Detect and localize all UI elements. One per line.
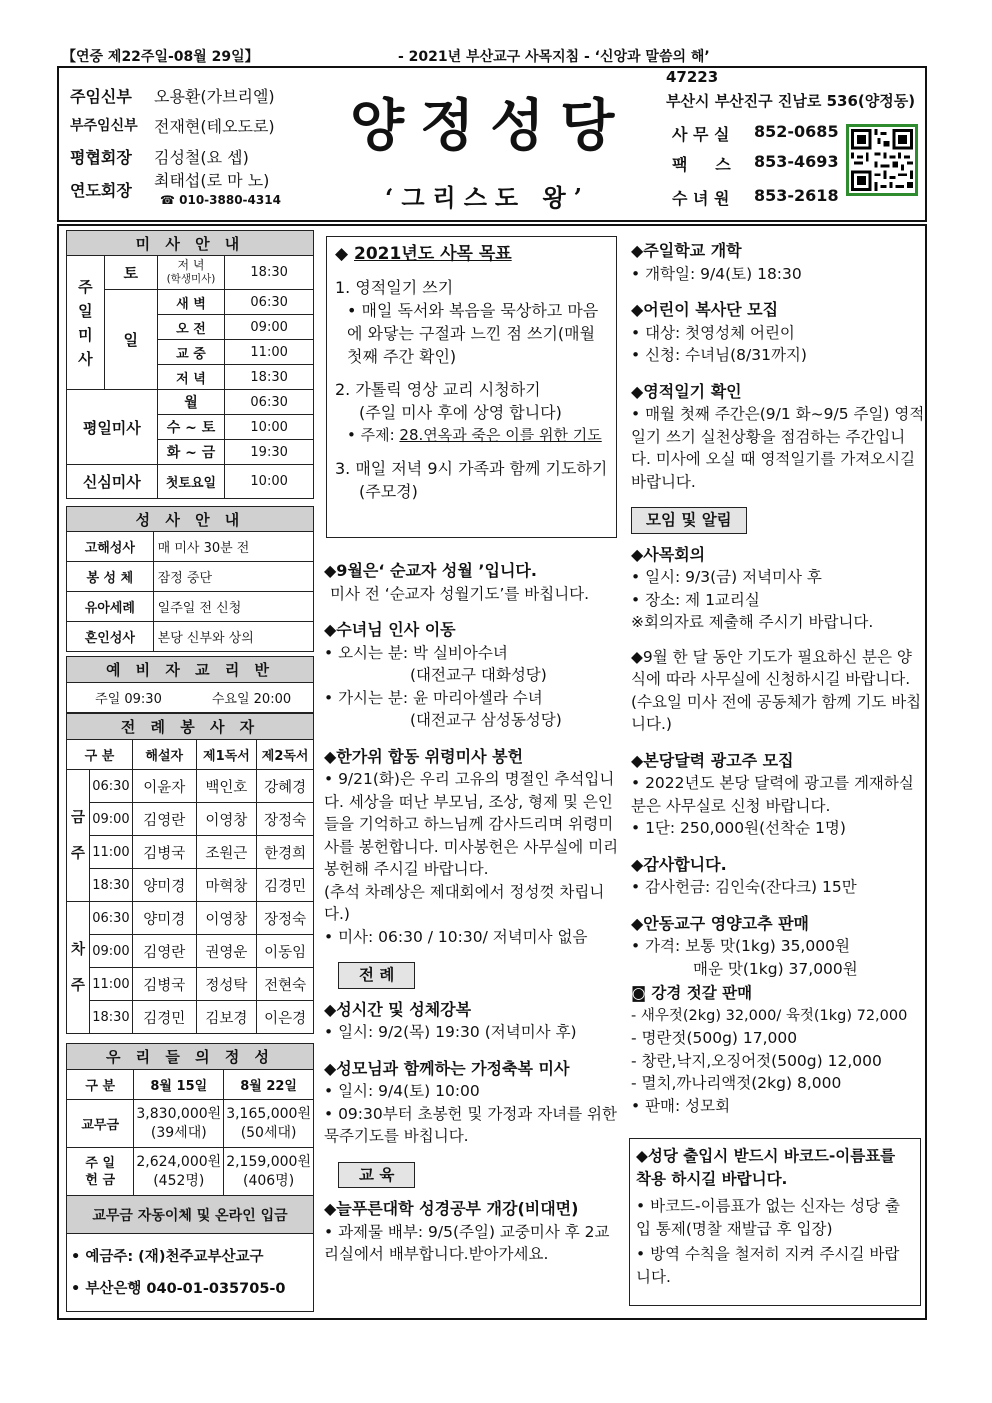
server-reader1: 마혁창 bbox=[196, 869, 257, 902]
sunday-school-body: • 개학일: 9/4(토) 18:30 bbox=[631, 264, 802, 283]
liturgy-tag: 전 례 bbox=[338, 962, 415, 989]
education-tag: 교 육 bbox=[338, 1162, 415, 1189]
sacrament-name: 봉 성 체 bbox=[67, 562, 154, 592]
goal-1: 1. 영적일기 쓰기 bbox=[335, 278, 454, 297]
address: 부산시 부산진구 진남로 536(양정동) bbox=[666, 92, 916, 110]
staff-name-2: 전재현(테오도로) bbox=[154, 117, 275, 136]
family-title: ◆성모님과 함께하는 가정축복 미사 bbox=[324, 1058, 570, 1078]
council-title: ◆사목회의 bbox=[631, 544, 706, 564]
server-reader2: 장정숙 bbox=[257, 803, 314, 836]
parish-title: 양정성당 bbox=[350, 93, 631, 159]
staff-name-4: 최태섭(로 마 노) bbox=[154, 171, 270, 190]
offering-count: (39세대) bbox=[150, 1124, 207, 1141]
sunday-school-title: ◆주일학교 개학 bbox=[631, 241, 742, 260]
server-reader2: 이은경 bbox=[257, 1001, 314, 1034]
calendar-body: • 2022년도 본당 달력에 광고를 게재하실 분은 사무실로 신청 바랍니다. bbox=[631, 774, 914, 815]
calendar-price: • 1단: 250,000원(선착순 1명) bbox=[631, 819, 846, 837]
staff-name-3: 김성철(요 셉) bbox=[154, 148, 249, 167]
offering-amount: 3,830,000원 bbox=[136, 1105, 222, 1122]
notice-item-1: • 바코드-이름표가 없는 신자는 성당 출입 통제(명찰 재발급 후 입장) bbox=[636, 1197, 900, 1238]
servers-header: 해설자 bbox=[132, 740, 196, 770]
nuns-out-sub: (대전교구 삼성동성당) bbox=[410, 711, 562, 729]
staff-role-1: 주임신부 bbox=[70, 87, 132, 106]
sacrament-name: 고해성사 bbox=[67, 532, 154, 562]
adoration-title: ◆성시간 및 성체강복 bbox=[324, 999, 472, 1019]
postcode: 47223 bbox=[666, 68, 719, 86]
catechumen-title: 예 비 자 교 리 반 bbox=[67, 657, 314, 683]
goal-2-body: (주일 미사 후에 상영 합니다) bbox=[359, 403, 562, 422]
nuns-out: • 가시는 분: 윤 마리아셀라 수녀 bbox=[324, 688, 543, 707]
contact-number-convent: 853-2618 bbox=[754, 186, 839, 205]
server-commentator: 김경민 bbox=[132, 1001, 196, 1034]
offerings-header: 구 분 bbox=[67, 1070, 134, 1100]
server-reader1: 정성탁 bbox=[196, 968, 257, 1001]
nuns-title: ◆수녀님 인사 이동 bbox=[324, 620, 456, 639]
pastoral-motto: - 2021년 부산교구 사목지침 - ‘신앙과 말씀의 해’ bbox=[398, 49, 710, 65]
council-date: • 일시: 9/3(금) 저녁미사 후 bbox=[631, 568, 822, 586]
group-label-this-week: 금 주 bbox=[67, 770, 90, 902]
diary-title: ◆영적일기 확인 bbox=[631, 381, 742, 401]
weekday-row-time: 06:30 bbox=[225, 390, 314, 415]
servers-title: 전 례 봉 사 자 bbox=[67, 714, 314, 740]
staff-role-2: 부주임신부 bbox=[70, 118, 138, 134]
staff-role-3: 평협회장 bbox=[70, 148, 132, 167]
offering-amount: 2,159,000원 bbox=[226, 1153, 311, 1170]
pepper-price-2: 매운 맛(1kg) 37,000원 bbox=[693, 959, 858, 978]
chuseok-title: ◆한가위 합동 위령미사 봉헌 bbox=[324, 746, 524, 766]
goal-1-body: • 매일 독서와 복음을 묵상하고 마음에 와닿는 구절과 느낀 점 쓰기(매월 첫째 주간 확인) bbox=[347, 301, 599, 366]
sun-row-time: 06:30 bbox=[225, 290, 314, 315]
sacrament-desc: 매 미사 30분 전 bbox=[153, 532, 313, 562]
server-time: 09:00 bbox=[89, 803, 132, 836]
weekday-mass-label: 평일미사 bbox=[67, 390, 158, 465]
server-reader1: 조원근 bbox=[196, 836, 257, 869]
contact-number-office: 852-0685 bbox=[754, 122, 839, 141]
prayer-request: ◆9월 한 달 동안 기도가 필요하신 분은 양식에 따라 사무실에 신청하시길 바랍니다.(수요일 미사 전에 공동체가 함께 기도 바칩니다.) bbox=[631, 647, 922, 733]
parish-subtitle: ‘그리스도 왕’ bbox=[385, 183, 590, 212]
sacrament-desc: 본당 신부와 상의 bbox=[153, 622, 313, 652]
adoration-body: • 일시: 9/2(목) 19:30 (저녁미사 후) bbox=[324, 1023, 577, 1041]
server-reader2: 장정숙 bbox=[257, 902, 314, 935]
meetings-tag: 모임 및 알림 bbox=[631, 507, 747, 534]
weekday-row-day: 월 bbox=[157, 390, 225, 415]
server-commentator: 양미경 bbox=[132, 902, 196, 935]
server-reader2: 강혜경 bbox=[257, 770, 314, 803]
diary-body: • 매월 첫째 주간은(9/1 화~9/5 주일) 영적일기 쓰기 실천상황을 점검하는 주간입니다. 미사에 오실 때 영적일기를 가져오시길 바랍니다. bbox=[631, 405, 925, 491]
jeotgal-item: - 명란젓(500g) 17,000 bbox=[631, 1029, 798, 1047]
server-commentator: 김영란 bbox=[132, 935, 196, 968]
council-place: • 장소: 제 1교리실 bbox=[631, 590, 760, 609]
sacrament-name: 유아세례 bbox=[67, 592, 154, 622]
server-time: 18:30 bbox=[89, 1001, 132, 1034]
family-date: • 일시: 9/4(토) 10:00 bbox=[324, 1082, 480, 1100]
server-reader1: 백인호 bbox=[196, 770, 257, 803]
catechumen-sunday: 주일 09:30 bbox=[67, 683, 191, 713]
account-bank: • 부산은행 040-01-035705-0 bbox=[71, 1280, 286, 1297]
thanks-body: • 감사헌금: 김인숙(잔다크) 15만 bbox=[631, 878, 857, 896]
heart-mass-time: 10:00 bbox=[225, 465, 314, 499]
goal-2-topic: 28.연옥과 죽은 이를 위한 기도 bbox=[399, 426, 602, 444]
weekday-row-time: 19:30 bbox=[225, 440, 314, 465]
nuns-in: • 오시는 분: 박 실비아수녀 bbox=[324, 643, 508, 662]
offering-name: 주 일 헌 금 bbox=[67, 1148, 134, 1196]
pepper-title: ◆안동교구 영양고추 판매 bbox=[631, 913, 810, 933]
sat-label: 토 bbox=[104, 256, 157, 290]
server-reader2: 한경희 bbox=[257, 836, 314, 869]
servers-header: 제1독서 bbox=[196, 740, 257, 770]
contact-label-convent: 수 녀 원 bbox=[672, 189, 730, 208]
server-time: 09:00 bbox=[89, 935, 132, 968]
sun-row-name: 새 벽 bbox=[157, 290, 225, 315]
offering-count: (452명) bbox=[153, 1172, 205, 1189]
chuseok-note: (추석 차례상은 제대회에서 정성껏 차립니다.) bbox=[324, 882, 605, 923]
heart-mass-day: 첫토요일 bbox=[157, 465, 225, 499]
sat-name: 저 녁 bbox=[177, 258, 205, 272]
offering-count: (50세대) bbox=[240, 1124, 297, 1141]
altar-servers-apply: • 신청: 수녀님(8/31까지) bbox=[631, 346, 807, 364]
staff-name-1: 오용환(가브리엘) bbox=[154, 87, 275, 106]
catechumen-table bbox=[66, 656, 314, 713]
offerings-table bbox=[66, 1043, 314, 1312]
sun-row-time: 11:00 bbox=[225, 340, 314, 365]
server-commentator: 김영란 bbox=[132, 803, 196, 836]
catechumen-wednesday: 수요일 20:00 bbox=[190, 683, 314, 713]
yeondo-phone: ☎ 010-3880-4314 bbox=[160, 193, 281, 207]
server-time: 11:00 bbox=[89, 968, 132, 1001]
server-reader2: 김경민 bbox=[257, 869, 314, 902]
sun-row-time: 09:00 bbox=[225, 315, 314, 340]
entry-notice-box bbox=[629, 1138, 921, 1306]
jeotgal-item: - 창란,낙지,오징어젓(500g) 12,000 bbox=[631, 1051, 882, 1070]
sun-row-name: 오 전 bbox=[157, 315, 225, 340]
goal-2: 2. 가톨릭 영상 교리 시청하기 bbox=[335, 380, 541, 399]
sat-time: 18:30 bbox=[225, 256, 314, 290]
weekday-row-time: 10:00 bbox=[225, 415, 314, 440]
mass-table bbox=[66, 230, 314, 499]
offering-name: 교무금 bbox=[67, 1100, 134, 1148]
server-time: 18:30 bbox=[89, 869, 132, 902]
notice-title: ◆성당 출입시 받드시 바코드-이름표를 착용 하시길 바랍니다. bbox=[636, 1147, 896, 1188]
server-reader1: 이영창 bbox=[196, 902, 257, 935]
server-time: 06:30 bbox=[89, 902, 132, 935]
server-time: 11:00 bbox=[89, 836, 132, 869]
altar-servers-target: • 대상: 첫영성체 어린이 bbox=[631, 323, 795, 342]
middle-column bbox=[324, 546, 620, 1266]
sun-row-time: 18:30 bbox=[225, 365, 314, 390]
staff-role-4: 연도회장 bbox=[70, 181, 132, 200]
offering-amount: 3,165,000원 bbox=[226, 1105, 311, 1122]
altar-servers-title: ◆어린이 복사단 모집 bbox=[631, 300, 779, 319]
server-time: 06:30 bbox=[89, 770, 132, 803]
servers-header: 제2독서 bbox=[257, 740, 314, 770]
bible-title: ◆늘푸른대학 성경공부 개강(비대면) bbox=[324, 1199, 579, 1218]
sacrament-name: 혼인성사 bbox=[67, 622, 154, 652]
jeotgal-title: ◙ 강경 젓갈 판매 bbox=[631, 984, 753, 1002]
contact-label-office: 사 무 실 bbox=[672, 125, 730, 144]
thanks-title: ◆감사합니다. bbox=[631, 854, 727, 874]
bible-body: • 과제물 배부: 9/5(주일) 교중미사 후 2교리실에서 배부합니다.받아가세요. bbox=[324, 1222, 610, 1263]
jeotgal-item: - 멸치,까나리액젓(2kg) 8,000 bbox=[631, 1074, 842, 1092]
nuns-in-sub: (대전교구 대화성당) bbox=[410, 666, 547, 684]
sun-row-name: 저 녁 bbox=[157, 365, 225, 390]
calendar-title: ◆본당달력 광고주 모집 bbox=[631, 750, 794, 770]
issue-label: 【연중 제22주일-08월 29일】 bbox=[62, 49, 259, 65]
servers-header: 구 분 bbox=[67, 740, 133, 770]
server-commentator: 김병국 bbox=[132, 836, 196, 869]
qr-code-icon[interactable] bbox=[846, 124, 918, 196]
account-holder: • 예금주: (재)천주교부산교구 bbox=[71, 1248, 264, 1265]
family-body: • 09:30부터 초봉헌 및 가정과 자녀를 위한 묵주기도를 바칩니다. bbox=[324, 1104, 617, 1145]
offering-count: (406명) bbox=[243, 1172, 295, 1189]
sunday-mass-label: 주 일 미 사 bbox=[67, 256, 105, 390]
offerings-title: 우 리 들 의 정 성 bbox=[67, 1044, 314, 1070]
server-reader1: 김보경 bbox=[196, 1001, 257, 1034]
sat-sub: (학생미사) bbox=[166, 273, 216, 285]
council-note: ※회의자료 제출해 주시기 바랍니다. bbox=[631, 613, 874, 631]
weekday-row-day: 화 ~ 금 bbox=[157, 440, 225, 465]
server-commentator: 김병국 bbox=[132, 968, 196, 1001]
contact-label-fax: 팩 스 bbox=[672, 155, 731, 174]
server-reader2: 전현숙 bbox=[257, 968, 314, 1001]
goals-title: 2021년도 사목 목표 bbox=[354, 244, 512, 264]
martyrs-body: 미사 전 ‘순교자 성월기도’를 바칩니다. bbox=[330, 584, 590, 603]
offerings-header: 8월 15일 bbox=[134, 1070, 224, 1100]
server-commentator: 양미경 bbox=[132, 869, 196, 902]
sacrament-desc: 잠정 중단 bbox=[153, 562, 313, 592]
martyrs-title: ◆9월은‘ 순교자 성월 ’입니다. bbox=[324, 561, 537, 580]
servers-table bbox=[66, 713, 314, 1034]
sun-label: 일 bbox=[104, 290, 157, 390]
sacrament-desc: 일주일 전 신청 bbox=[153, 592, 313, 622]
right-column bbox=[631, 228, 925, 1117]
offering-amount: 2,624,000원 bbox=[136, 1153, 222, 1170]
pastoral-goals-box: ◆ 2021년도 사목 목표 1. 영적일기 쓰기 • 매일 독서와 복음을 묵상하고 마음에 와닿는 구절과 느낀 점 쓰기(매월 첫째 주간 확인) 2. 가톨릭 영상 교리 시청하기 (주일 미사 후에 상영 합니다) • 주제: 28.연옥과 죽은 이를 위한 기도 3. 매일 저녁 9시 가족과 함께 기도하기(주모경) bbox=[326, 236, 617, 538]
server-reader1: 권영운 bbox=[196, 935, 257, 968]
chuseok-body: • 9/21(화)은 우리 고유의 명절인 추석입니다. 세상을 떠난 부모님, 조상, 형제 및 은인들을 기억하고 하느님께 감사드리며 위령미사를 봉헌합니다. 미사봉헌은 사무실에 미리 봉헌해 주시길 바랍니다. bbox=[324, 770, 619, 878]
goal-2-topic-label: • 주제: bbox=[347, 426, 400, 444]
sacrament-title: 성 사 안 내 bbox=[67, 507, 314, 532]
contact-number-fax: 853-4693 bbox=[754, 152, 839, 171]
server-reader2: 이동임 bbox=[257, 935, 314, 968]
sacrament-table bbox=[66, 506, 314, 652]
offerings-header: 8월 22일 bbox=[224, 1070, 314, 1100]
mass-title: 미 사 안 내 bbox=[67, 231, 314, 256]
pepper-price-1: • 가격: 보통 맛(1kg) 35,000원 bbox=[631, 937, 850, 955]
server-commentator: 이윤자 bbox=[132, 770, 196, 803]
auto-transfer-title: 교무금 자동이체 및 온라인 입금 bbox=[67, 1196, 314, 1234]
goal-3: 3. 매일 저녁 9시 가족과 함께 기도하기(주모경) bbox=[335, 459, 608, 501]
group-label-next-week: 차 주 bbox=[67, 902, 90, 1034]
server-reader1: 이영창 bbox=[196, 803, 257, 836]
notice-item-2: • 방역 수칙을 철저히 지켜 주시길 바랍니다. bbox=[636, 1245, 900, 1286]
jeotgal-seller: • 판매: 성모회 bbox=[631, 1096, 731, 1115]
weekday-row-day: 수 ~ 토 bbox=[157, 415, 225, 440]
heart-mass-label: 신심미사 bbox=[67, 465, 158, 499]
chuseok-mass: • 미사: 06:30 / 10:30/ 저녁미사 없음 bbox=[324, 927, 588, 946]
sun-row-name: 교 중 bbox=[157, 340, 225, 365]
jeotgal-item: - 새우젓(2kg) 32,000/ 육젓(1kg) 72,000 bbox=[631, 1007, 908, 1024]
